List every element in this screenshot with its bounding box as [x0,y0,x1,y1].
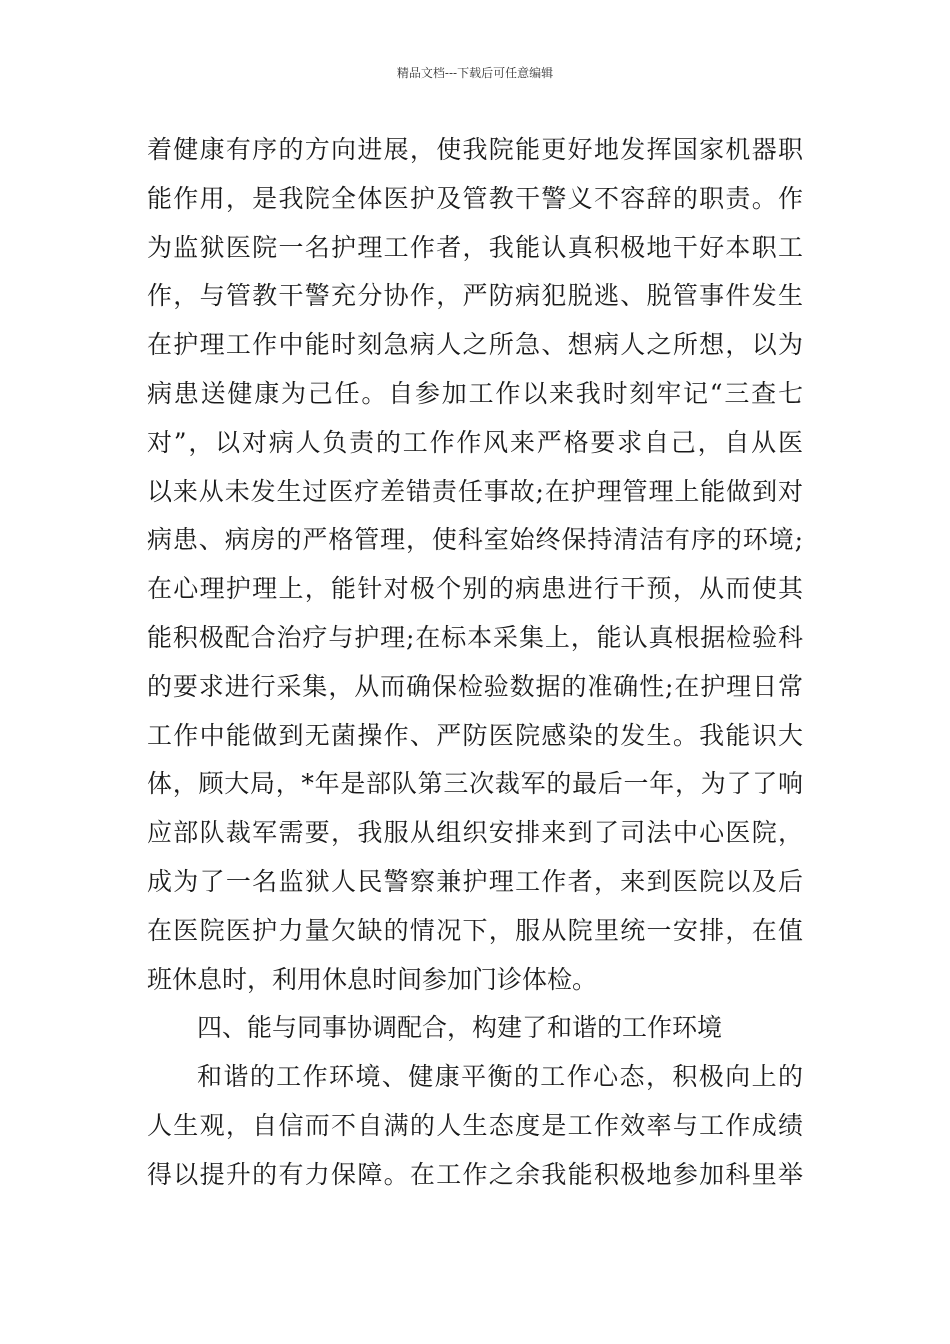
text-line: 为监狱医院一名护理工作者，我能认真积极地干好本职工 [147,232,803,262]
text-line: 着健康有序的方向进展，使我院能更好地发挥国家机器职 [147,135,803,164]
text-line: 以来从未发生过医疗差错责任事故;在护理管理上能做到对 [147,476,803,506]
paragraph-end-line: 班休息时，利用休息时间参加门诊体检。 [147,964,598,994]
page-header: 精品文档---下载后可任意编辑 [396,66,554,80]
text-line: 能积极配合治疗与护理;在标本采集上，能认真根据检验科 [147,622,803,652]
text-line: 在护理工作中能时刻急病人之所急、想病人之所想，以为 [147,330,803,360]
text-line: 作，与管教干警充分协作，严防病犯脱逃、脱管事件发生 [147,281,803,311]
text-line: 成为了一名监狱人民警察兼护理工作者，来到医院以及后 [147,866,803,896]
text-line: 的要求进行采集，从而确保检验数据的准确性;在护理日常 [147,671,803,701]
text-line: 病患、病房的严格管理，使科室始终保持清洁有序的环境; [147,525,803,555]
text-line: 体，顾大局，*年是部队第三次裁军的最后一年，为了了响 [147,769,803,799]
text-line: 应部队裁军需要，我服从组织安排来到了司法中心医院， [147,818,803,848]
text-line: 人生观，自信而不自满的人生态度是工作效率与工作成绩 [147,1110,803,1140]
text-line: 在医院医护力量欠缺的情况下，服从院里统一安排，在值 [147,915,803,945]
text-line: 得以提升的有力保障。在工作之余我能积极地参加科里举 [147,1159,803,1189]
text-line: 对”，以对病人负责的工作作风来严格要求自己，自从医 [147,427,803,457]
paragraph-first-line: 和谐的工作环境、健康平衡的工作心态，积极向上的 [197,1062,803,1092]
document-body [147,126,803,1200]
text-line: 能作用，是我院全体医护及管教干警义不容辞的职责。作 [147,183,803,213]
text-line: 在心理护理上，能针对极个别的病患进行干预，从而使其 [147,574,803,604]
section-heading: 四、能与同事协调配合，构建了和谐的工作环境 [197,1013,723,1043]
text-line: 病患送健康为己任。自参加工作以来我时刻牢记“三查七 [147,378,803,408]
text-line: 工作中能做到无菌操作、严防医院感染的发生。我能识大 [147,720,803,750]
